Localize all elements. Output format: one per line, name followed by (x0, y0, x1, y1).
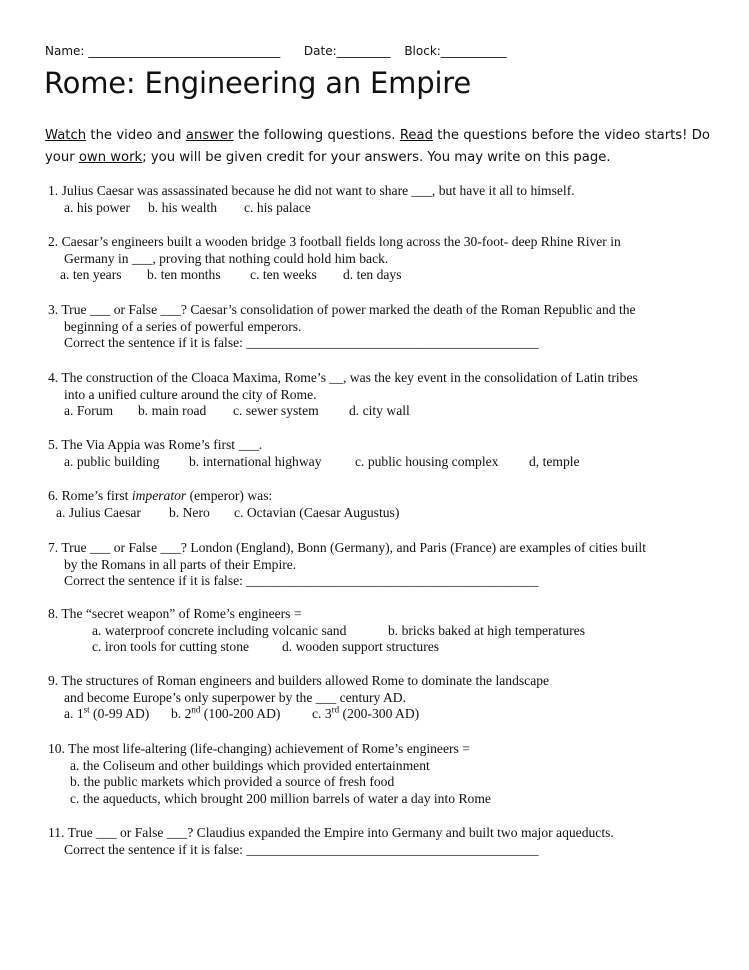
header-fields (45, 44, 725, 58)
option-c: c. iron tools for cutting stone (92, 639, 250, 655)
question-text: 7. True ___ or False ___? London (England), Bonn (Germany), and Paris (France) are examples of cities built (48, 540, 646, 555)
correction-line: Correct the sentence if it is false: ___________________________________________ (64, 335, 539, 351)
instr-watch: Watch (45, 128, 87, 143)
option-c-text: c. 3 (312, 706, 332, 722)
option-b: b. international highway (189, 453, 322, 469)
option-a: a. waterproof concrete including volcanic sand (92, 622, 347, 638)
option-b-suffix: nd (191, 704, 201, 715)
option-a: a. Julius Caesar (56, 504, 141, 520)
option-b: b. his wealth (148, 199, 218, 215)
option-c: c. public housing complex (355, 453, 499, 469)
option-a: a. Forum (64, 403, 114, 419)
option-b: b. Nero (169, 504, 210, 520)
option-c: c. sewer system (233, 403, 319, 419)
question-text (48, 488, 399, 505)
question-8 (48, 606, 585, 656)
option-c: c. his palace (244, 199, 311, 215)
options-row-2 (48, 639, 585, 656)
name-field: Name: ________________________________ (45, 44, 281, 58)
correction-line: Correct the sentence if it is false: ___________________________________________ (64, 573, 539, 589)
question-text: 4. The construction of the Cloaca Maxima, Rome’s __, was the key event in the consolidation of Latin tribes (48, 370, 638, 385)
option-c: c. ten weeks (250, 267, 317, 283)
option-c-range: (200-300 AD) (339, 706, 420, 722)
option-b: b. bricks baked at high temperatures (388, 622, 586, 638)
question-text-cont: Germany in ___, proving that nothing could hold him back. (64, 250, 389, 266)
question-text: 1. Julius Caesar was assassinated because he did not want to share ___, but have it all to himself. (48, 183, 575, 198)
option-c-suffix: rd (331, 704, 340, 715)
question-text: 3. True ___ or False ___? Caesar’s consolidation of power marked the death of the Roman Republic and the (48, 302, 636, 317)
instr-text-3: the questions before the video starts! Do your (45, 128, 710, 165)
option-d: d. city wall (349, 403, 410, 419)
options-row (48, 403, 638, 420)
question-11 (48, 825, 614, 858)
options-row (48, 267, 621, 284)
question-text: 10. The most life-altering (life-changing) achievement of Rome’s engineers = (48, 741, 470, 756)
option-c (312, 706, 419, 723)
option-d: d, temple (529, 453, 580, 469)
instr-text-4: ; you will be given credit for your answers. You may write on this page. (142, 150, 611, 165)
question-text: 5. The Via Appia was Rome’s first ___. (48, 437, 263, 452)
question-2 (48, 234, 621, 284)
date-field: Date:_________ (303, 44, 391, 58)
question-1 (48, 183, 575, 216)
option-a: a. ten years (60, 267, 122, 283)
question-text: 11. True ___ or False ___? Claudius expanded the Empire into Germany and built two major aqueducts. (48, 825, 614, 840)
options-row-1 (48, 623, 585, 640)
option-b (171, 706, 312, 723)
page-title: Rome: Engineering an Empire (44, 66, 472, 100)
question-text-end: (emperor) was: (186, 488, 273, 503)
options-row (48, 706, 549, 723)
options-row (48, 454, 580, 471)
question-10 (48, 741, 491, 807)
option-c: c. the aqueducts, which brought 200 million barrels of water a day into Rome (70, 790, 491, 806)
instr-read: Read (399, 128, 433, 143)
option-a-suffix: st (83, 704, 90, 715)
question-9 (48, 673, 549, 723)
question-text: 9. The structures of Roman engineers and builders allowed Rome to dominate the landscape (48, 673, 550, 688)
option-c: c. Octavian (Caesar Augustus) (234, 504, 400, 520)
instr-answer: answer (185, 128, 234, 143)
question-6 (48, 488, 399, 521)
instr-own-work: own work (78, 150, 143, 165)
correction-line: Correct the sentence if it is false: ___________________________________________ (64, 841, 539, 857)
option-b: b. the public markets which provided a source of fresh food (70, 774, 395, 790)
question-7 (48, 540, 646, 590)
question-text-cont: beginning of a series of powerful emperors. (64, 318, 302, 334)
imperator-term: imperator (131, 488, 187, 503)
options-row (48, 505, 399, 522)
option-b: b. ten months (147, 267, 221, 283)
option-a: a. his power (64, 199, 131, 215)
question-text-cont: and become Europe’s only superpower by the ___ century AD. (64, 689, 407, 705)
question-text-cont: into a unified culture around the city of Rome. (64, 386, 317, 402)
block-field: Block:___________ (404, 44, 507, 58)
option-a-text: a. 1 (64, 706, 84, 722)
question-text: 2. Caesar’s engineers built a wooden bridge 3 football fields long across the 30-foot- deep Rhine River in (48, 234, 621, 249)
question-text-start: 6. Rome’s first (48, 488, 132, 503)
option-a-range: (0-99 AD) (89, 706, 150, 722)
option-b-range: (100-200 AD) (200, 706, 281, 722)
instr-text-2: the following questions. (233, 128, 400, 143)
question-text-cont: by the Romans in all parts of their Empire. (64, 556, 297, 572)
option-a (64, 706, 171, 723)
instructions (45, 125, 710, 169)
options-row (48, 200, 575, 217)
option-b: b. main road (138, 403, 207, 419)
question-5 (48, 437, 580, 470)
instr-text-1: the video and (86, 128, 186, 143)
option-a: a. public building (64, 453, 160, 469)
option-d: d. ten days (343, 267, 402, 283)
option-b-text: b. 2 (171, 706, 192, 722)
option-d: d. wooden support structures (282, 639, 440, 655)
option-a: a. the Coliseum and other buildings which provided entertainment (70, 757, 430, 773)
question-4 (48, 370, 638, 420)
question-3 (48, 302, 636, 352)
question-text: 8. The “secret weapon” of Rome’s engineers = (48, 606, 302, 621)
